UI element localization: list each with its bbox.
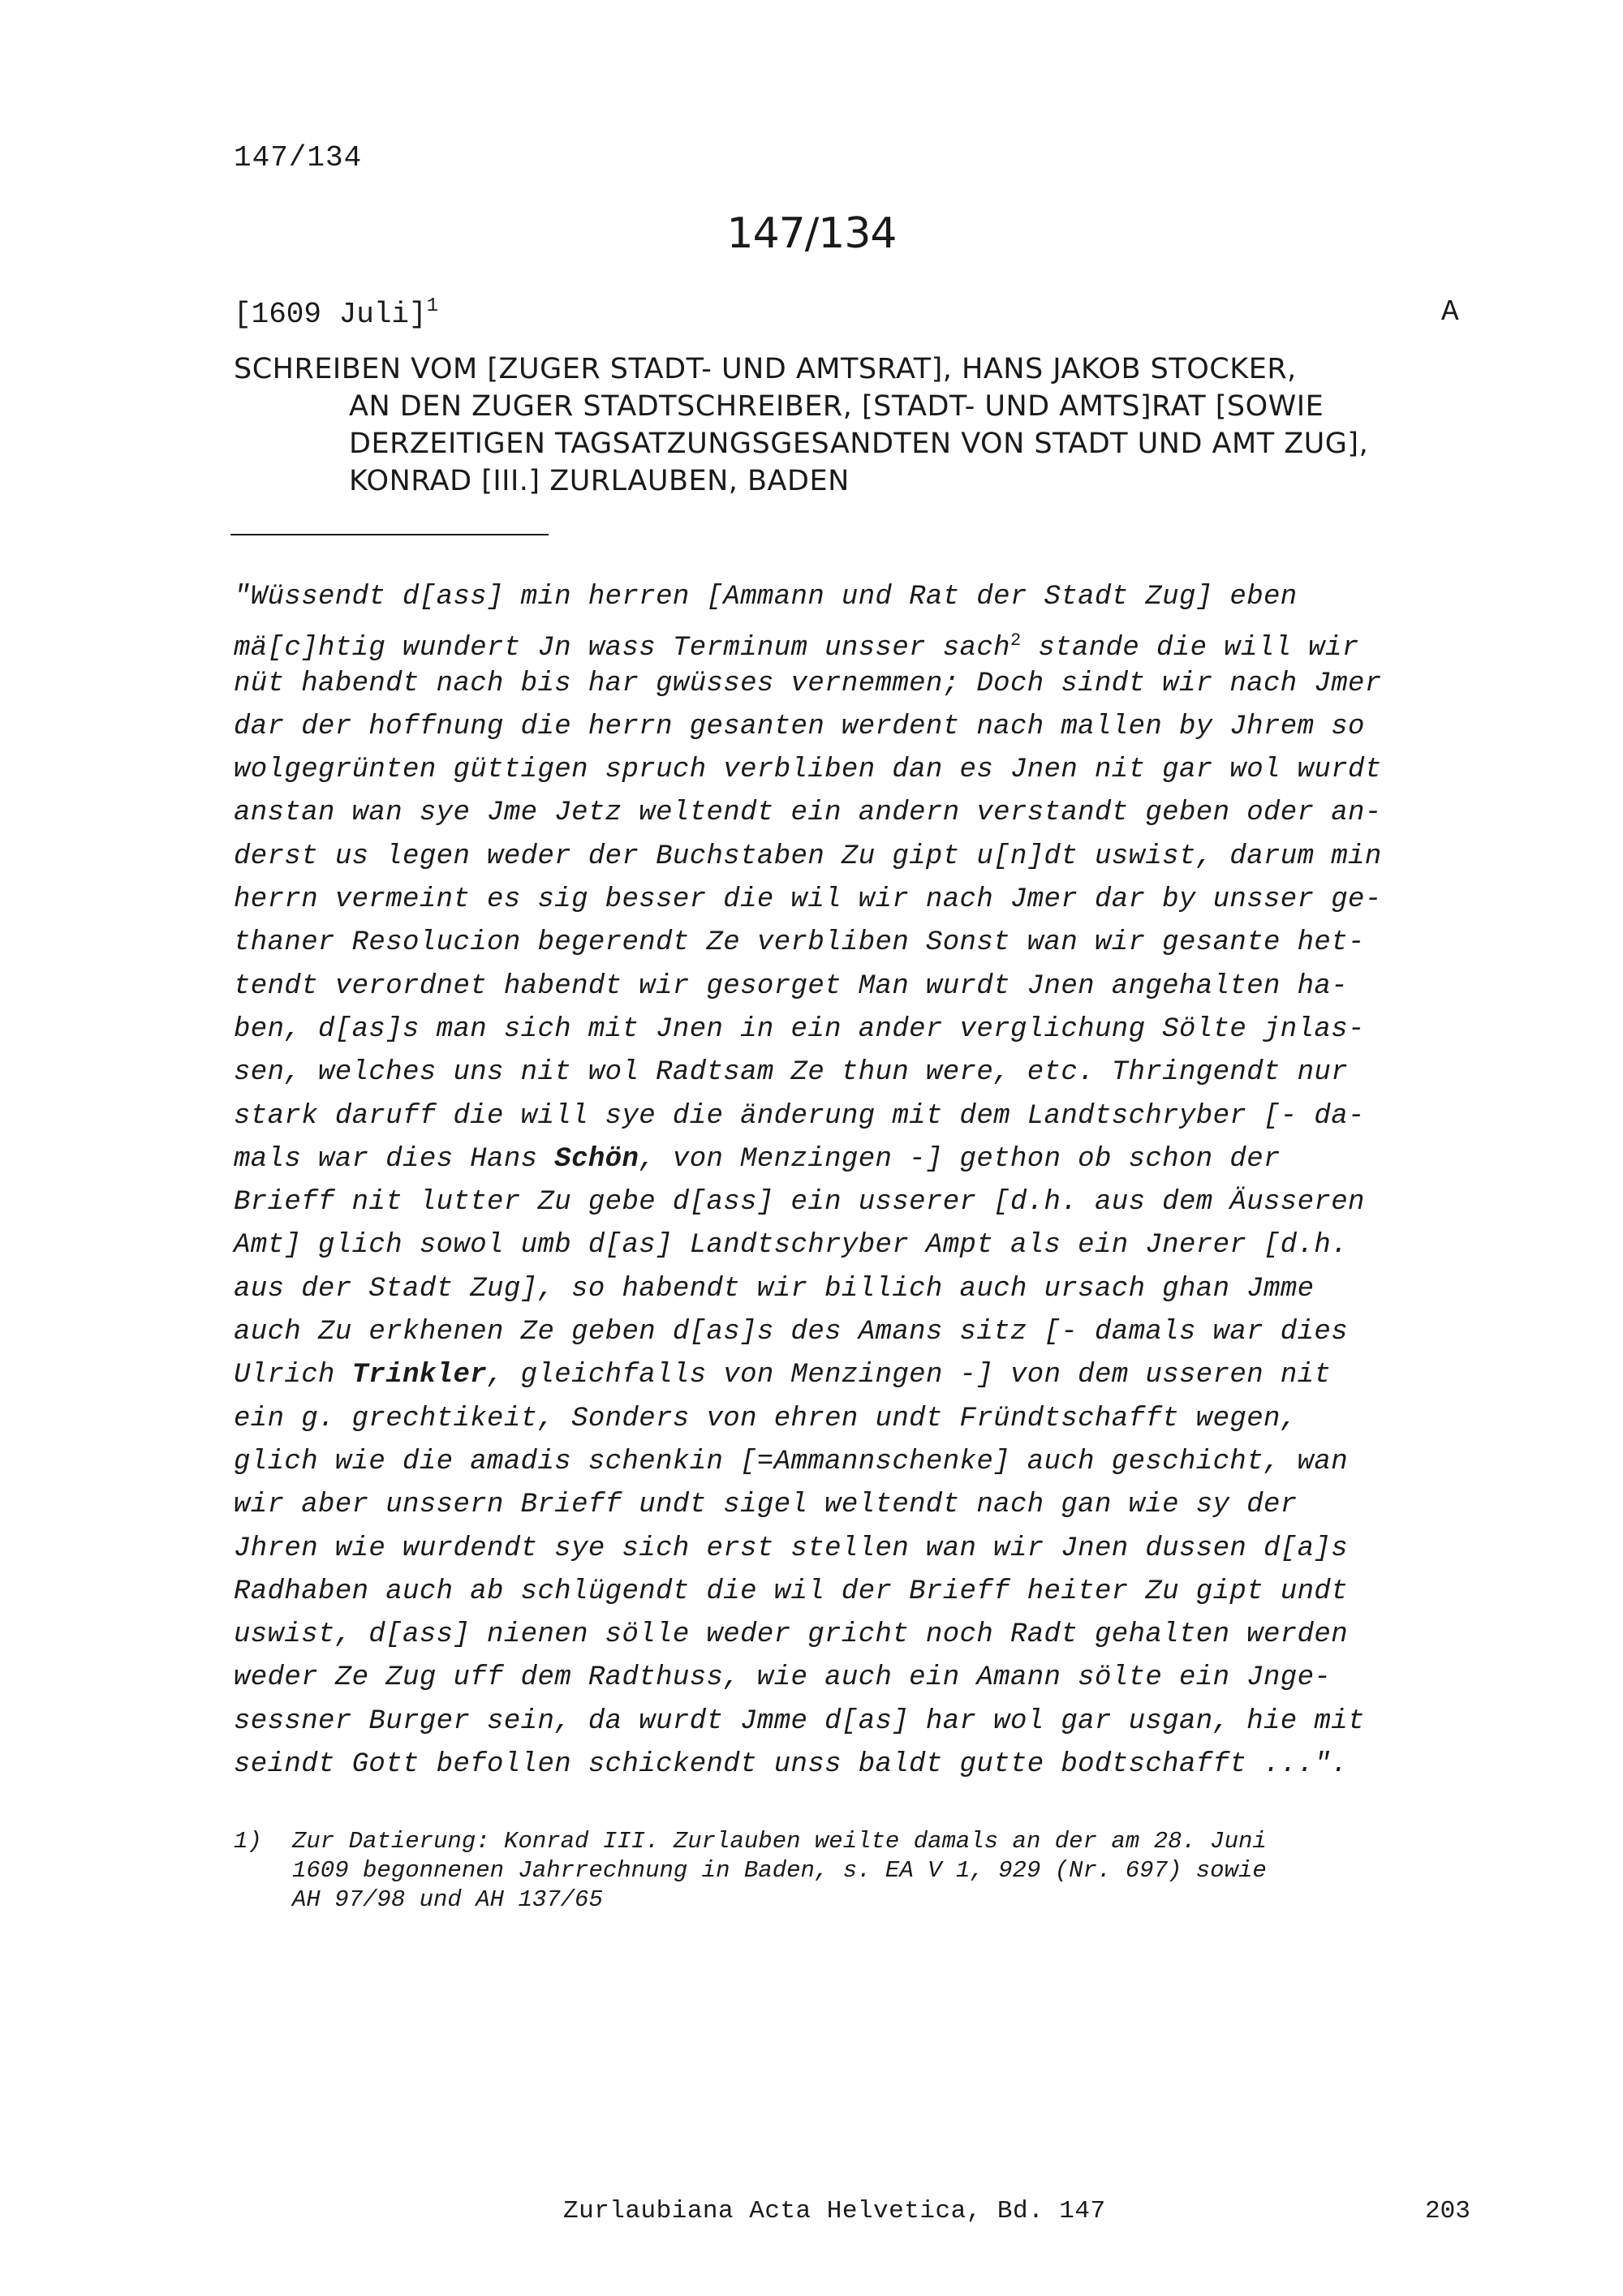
- person-name-trinkler: Trinkler: [351, 1360, 488, 1391]
- document-heading: [234, 350, 1467, 500]
- quote-fragment: stande die will wir: [1021, 633, 1359, 664]
- date-footnote-ref: 1: [426, 295, 439, 317]
- footnote-marker: 1): [234, 1828, 262, 1855]
- quote-line: derst us legen weder der Buchstaben Zu gipt u[n]dt uswist, darum min: [234, 841, 1382, 872]
- footnote: [234, 1827, 1483, 1915]
- quote-fragment: mä[c]htig wundert Jn wass Terminum unsser sach: [234, 633, 1010, 664]
- quote-line: [234, 1138, 1483, 1181]
- footnote-body: [292, 1827, 1483, 1915]
- page-reference: 147/134: [234, 141, 363, 174]
- quote-line: anstan wan sye Jme Jetz weltendt ein andern verstandt geben oder an-: [234, 798, 1382, 829]
- date-text: [1609 Juli]: [234, 298, 427, 331]
- heading-line: AN DEN ZUGER STADTSCHREIBER, [STADT- UND AMTS]RAT [SOWIE: [349, 390, 1324, 423]
- quote-line: nüt habendt nach bis har gwüsses vernemmen; Doch sindt wir nach Jmer: [234, 668, 1382, 699]
- quote-line: glich wie die amadis schenkin [=Ammannschenke] auch geschicht, wan: [234, 1446, 1349, 1477]
- quote-line: weder Ze Zug uff dem Radthuss, wie auch ein Amann sölte ein Jnge-: [234, 1662, 1332, 1694]
- quote-line: dar der hoffnung die herrn gesanten werdent nach mallen by Jhrem so: [234, 711, 1365, 742]
- footnote-line: AH 97/98 und AH 137/65: [292, 1886, 603, 1913]
- section-divider: [230, 534, 549, 535]
- quote-footnote-ref: 2: [1010, 630, 1022, 651]
- quote-line: aus der Stadt Zug], so habendt wir billich auch ursach ghan Jmme: [234, 1273, 1315, 1305]
- footnote-line: 1609 begonnenen Jahrrechnung in Baden, s. EA V 1, 929 (Nr. 697) sowie: [292, 1857, 1267, 1884]
- quote-line: tendt verordnet habendt wir gesorget Man wurdt Jnen angehalten ha-: [234, 970, 1349, 1002]
- quote-line: herrn vermeint es sig besser die wil wir nach Jmer dar by unsser ge-: [234, 884, 1382, 916]
- quote-line: thaner Resolucion begerendt Ze verbliben Sonst wan wir gesante het-: [234, 927, 1365, 959]
- quote-line: wir aber unssern Brieff undt sigel weltendt nach gan wie sy der: [234, 1490, 1298, 1521]
- document-number: 147/134: [726, 209, 897, 258]
- heading-line: KONRAD [III.] ZURLAUBEN, BADEN: [349, 465, 850, 497]
- quote-line: stark daruff die will sye die änderung mit dem Landtschryber [- da-: [234, 1100, 1365, 1132]
- footer-series-title: Zurlaubiana Acta Helvetica, Bd. 147: [563, 2197, 1106, 2225]
- quote-line: auch Zu erkhenen Ze geben d[as]s des Amans sitz [- damals war dies: [234, 1317, 1349, 1348]
- quote-line: ben, d[as]s man sich mit Jnen in ein ander verglichung Sölte jnlas-: [234, 1013, 1365, 1045]
- quote-line: sessner Burger sein, da wurdt Jmme d[as] har wol gar usgan, hie mit: [234, 1705, 1365, 1737]
- quote-line: [234, 1354, 1483, 1397]
- quote-line: sen, welches uns nit wol Radtsam Ze thun were, etc. Thringendt nur: [234, 1057, 1349, 1089]
- quote-line: uswist, d[ass] nienen sölle weder gricht noch Radt gehalten werden: [234, 1619, 1349, 1651]
- quote-line: "Wüssendt d[ass] min herren [Ammann und Rat der Stadt Zug] eben: [234, 582, 1298, 613]
- heading-line: SCHREIBEN VOM [ZUGER STADT- UND AMTSRAT], HANS JAKOB STOCKER,: [234, 353, 1297, 385]
- quote-line: ein g. grechtikeit, Sonders von ehren undt Fründtschafft wegen,: [234, 1403, 1298, 1434]
- quote-line: Amt] glich sowol umb d[as] Landtschryber Ampt als ein Jnerer [d.h.: [234, 1230, 1349, 1262]
- quote-fragment: Ulrich: [234, 1360, 352, 1391]
- quote-line: wolgegrünten güttigen spruch verbliben dan es Jnen nit gar wol wurdt: [234, 755, 1382, 786]
- quote-line: Brieff nit lutter Zu gebe d[ass] ein usserer [d.h. aus dem Äusseren: [234, 1187, 1365, 1219]
- quoted-letter-text: [234, 576, 1483, 1786]
- quote-fragment: , gleichfalls von Menzingen -] von dem usseren nit: [487, 1360, 1332, 1391]
- quote-line: seindt Gott befollen schickendt unss baldt gutte bodtschafft ...".: [234, 1749, 1349, 1781]
- document-date: [234, 295, 438, 331]
- quote-line: [234, 619, 1483, 662]
- letter-mark: A: [1441, 295, 1459, 329]
- quote-line: Radhaben auch ab schlügendt die wil der Brieff heiter Zu gipt undt: [234, 1576, 1349, 1607]
- quote-fragment: , von Menzingen -] gethon ob schon der: [639, 1143, 1281, 1175]
- footnote-line: Zur Datierung: Konrad III. Zurlauben weilte damals an der am 28. Juni: [292, 1828, 1267, 1855]
- heading-line: DERZEITIGEN TAGSATZUNGSGESANDTEN VON STADT UND AMT ZUG],: [349, 428, 1369, 460]
- person-name-schoen: Schön: [554, 1143, 639, 1175]
- quote-fragment: mals war dies Hans: [234, 1143, 555, 1175]
- footer-page-number: 203: [1425, 2197, 1470, 2225]
- quote-line: Jhren wie wurdendt sye sich erst stellen wan wir Jnen dussen d[a]s: [234, 1533, 1349, 1564]
